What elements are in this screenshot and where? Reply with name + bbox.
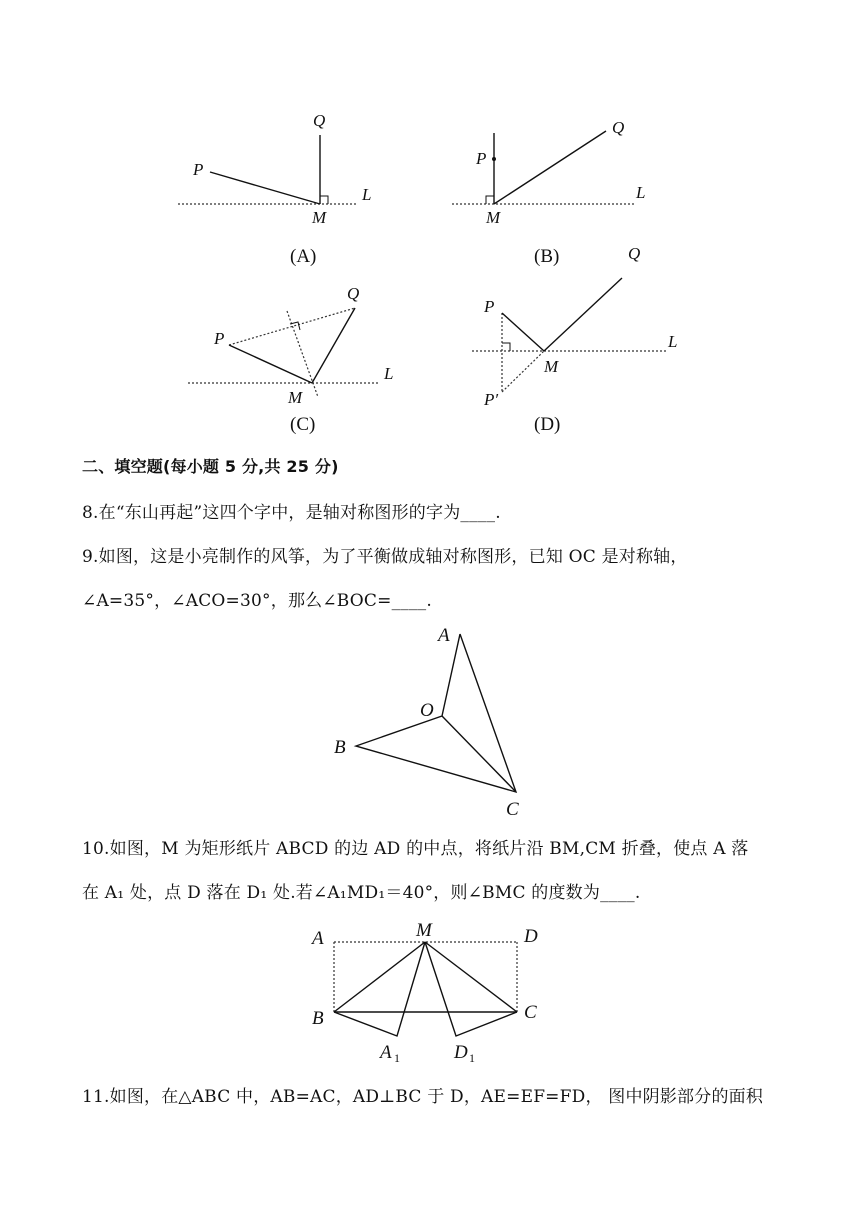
- rect-label-d: D: [524, 926, 538, 947]
- figure-b: [452, 118, 645, 267]
- fig-a-label-p: P: [193, 160, 204, 179]
- fig-c-label-m: M: [288, 388, 303, 407]
- fig-b-caption: (B): [534, 246, 560, 267]
- rect-label-d1-sub: 1: [469, 1051, 475, 1065]
- rect-label-b: B: [312, 1008, 324, 1029]
- fig-d-label-p: P: [484, 297, 495, 316]
- question-9-line-2: ∠A=35°，∠ACO=30°，那么∠BOC=____.: [82, 591, 432, 611]
- question-9-line-1: 9.如图，这是小亮制作的风筝，为了平衡做成轴对称图形，已知 OC 是对称轴，: [82, 547, 688, 567]
- question-10-line-2: 在 A₁ 处，点 D 落在 D₁ 处.若∠A₁MD₁＝40°，则∠BMC 的度数为____.: [82, 883, 641, 903]
- rect-figure: [310, 920, 538, 1065]
- figure-c: [188, 284, 393, 435]
- fig-b-label-l: L: [636, 183, 646, 202]
- fig-c-caption: (C): [290, 414, 316, 435]
- fig-b-label-m: M: [486, 208, 501, 227]
- fig-b-label-q: Q: [612, 118, 625, 137]
- fig-a-caption: (A): [290, 246, 317, 267]
- rect-label-d1: D: [454, 1042, 468, 1063]
- fig-c-label-l: L: [384, 364, 394, 383]
- rect-label-a: A: [312, 928, 324, 949]
- question-11-line-1: 11.如图，在△ABC 中，AB=AC，AD⊥BC 于 D，AE=EF=FD， 图中阴影部分的面积: [82, 1087, 764, 1107]
- kite-label-a: A: [438, 625, 450, 646]
- rect-label-m: M: [416, 920, 432, 941]
- fig-d-label-q: Q: [628, 244, 641, 263]
- kite-label-o: O: [420, 700, 434, 721]
- fig-d-label-l: L: [668, 332, 678, 351]
- figure-a: [178, 111, 371, 267]
- fig-d-caption: (D): [534, 414, 561, 435]
- question-10-line-1: 10.如图，M 为矩形纸片 ABCD 的边 AD 的中点，将纸片沿 BM,CM 折叠，使点 A 落: [82, 839, 749, 859]
- rect-label-a1-sub: 1: [394, 1051, 400, 1065]
- fig-b-label-p: P: [476, 149, 487, 168]
- question-8: 8.在“东山再起”这四个字中，是轴对称图形的字为____.: [82, 503, 501, 523]
- fig-a-label-l: L: [362, 185, 372, 204]
- rect-label-a1: A: [380, 1042, 392, 1063]
- kite-label-b: B: [334, 737, 346, 758]
- fig-a-label-m: M: [312, 208, 327, 227]
- kite-figure: [334, 625, 519, 820]
- rect-label-c: C: [524, 1002, 537, 1023]
- fig-d-label-m: M: [544, 357, 559, 376]
- figure-d: [472, 244, 677, 435]
- fig-a-label-q: Q: [313, 111, 326, 130]
- kite-label-c: C: [506, 799, 519, 820]
- fig-c-label-q: Q: [347, 284, 360, 303]
- fig-d-label-p-prime: P′: [484, 390, 499, 409]
- fig-c-label-p: P: [214, 329, 225, 348]
- section-heading: 二、填空题(每小题 5 分,共 25 分): [82, 457, 339, 476]
